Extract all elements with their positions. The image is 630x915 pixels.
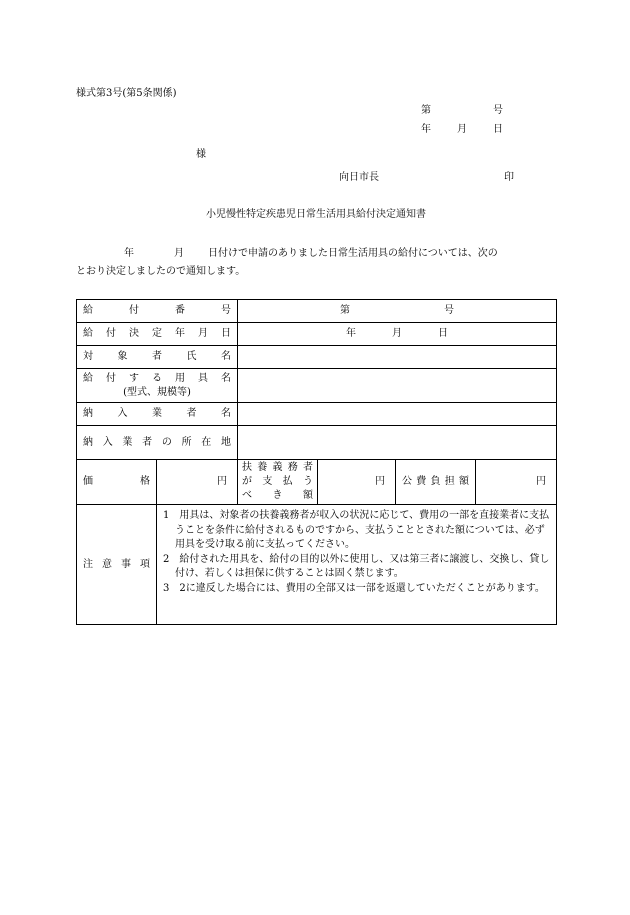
seal-mark: 印 <box>504 172 514 183</box>
doc-number-suffix: 号 <box>493 105 503 116</box>
row-vendor-name <box>77 403 557 426</box>
value-item-name <box>238 369 557 403</box>
date-month: 月 <box>457 124 467 135</box>
note-item-1: 1 用具は、対象者の扶養義務者が収入の状況に応じて、費用の一部を直接業者に支払うことを条件に給付されるものですから、支払うこととされた額については、必ず用具を受け取る前に支払ってください。 <box>163 510 550 550</box>
value-grant-number: 第 号 <box>238 300 557 323</box>
value-vendor-name <box>238 403 557 426</box>
document-title: 小児慢性特定疾患児日常生活用具給付決定通知書 <box>206 209 426 220</box>
label-price: 価格 <box>77 460 157 505</box>
label-subject-name: 対象者氏名 <box>77 346 238 369</box>
value-vendor-address <box>238 426 557 460</box>
label-grant-number: 給付番号 <box>77 300 238 323</box>
value-public-yen: 円 <box>476 460 557 505</box>
body-date-year: 年 <box>124 248 134 259</box>
note-item-2: 2 給付された用具を、給付の目的以外に使用し、又は第三者に譲渡し、交換し、貸し付け、若しくは担保に供することは固く禁じます。 <box>163 553 550 579</box>
decision-table <box>76 299 557 625</box>
form-number: 様式第3号(第5条関係) <box>76 88 177 99</box>
row-price <box>77 460 557 505</box>
notes-content <box>157 505 557 625</box>
doc-number-prefix: 第 <box>421 105 431 116</box>
label-item-sub: (型式、規模等) <box>123 386 191 398</box>
row-grant-number <box>77 300 557 323</box>
row-decision-date <box>77 323 557 346</box>
date-day: 日 <box>493 124 503 135</box>
value-subject-name <box>238 346 557 369</box>
row-subject-name <box>77 346 557 369</box>
note-item-3: 3 2に違反した場合には、費用の全部又は一部を返還していただくことがあります。 <box>163 582 545 594</box>
body-line-2: とおり決定しましたので通知します。 <box>76 266 246 277</box>
issuer-name: 向日市長 <box>339 172 379 183</box>
label-vendor-address: 納入業者の所在地 <box>77 426 238 460</box>
label-public-burden: 公費負担額 <box>396 460 476 505</box>
label-notes: 注意事項 <box>77 505 157 625</box>
value-guardian-yen: 円 <box>318 460 396 505</box>
label-guardian-payment: 扶養義務者 が支払う べき額 <box>238 460 318 505</box>
body-line-1: 日付けで申請のありました日常生活用具の給付については、次の <box>208 248 498 259</box>
label-vendor-name: 納入業者名 <box>77 403 238 426</box>
date-year: 年 <box>421 124 431 135</box>
label-item-name: 給付する用具名 (型式、規模等) <box>77 369 238 403</box>
value-decision-date: 年 月 日 <box>238 323 557 346</box>
label-decision-date: 給付決定年月日 <box>77 323 238 346</box>
value-price-yen: 円 <box>157 460 238 505</box>
row-item-name <box>77 369 557 403</box>
body-date-month: 月 <box>174 248 184 259</box>
recipient-honorific: 様 <box>196 149 206 160</box>
row-vendor-address <box>77 426 557 460</box>
row-notes <box>77 505 557 625</box>
